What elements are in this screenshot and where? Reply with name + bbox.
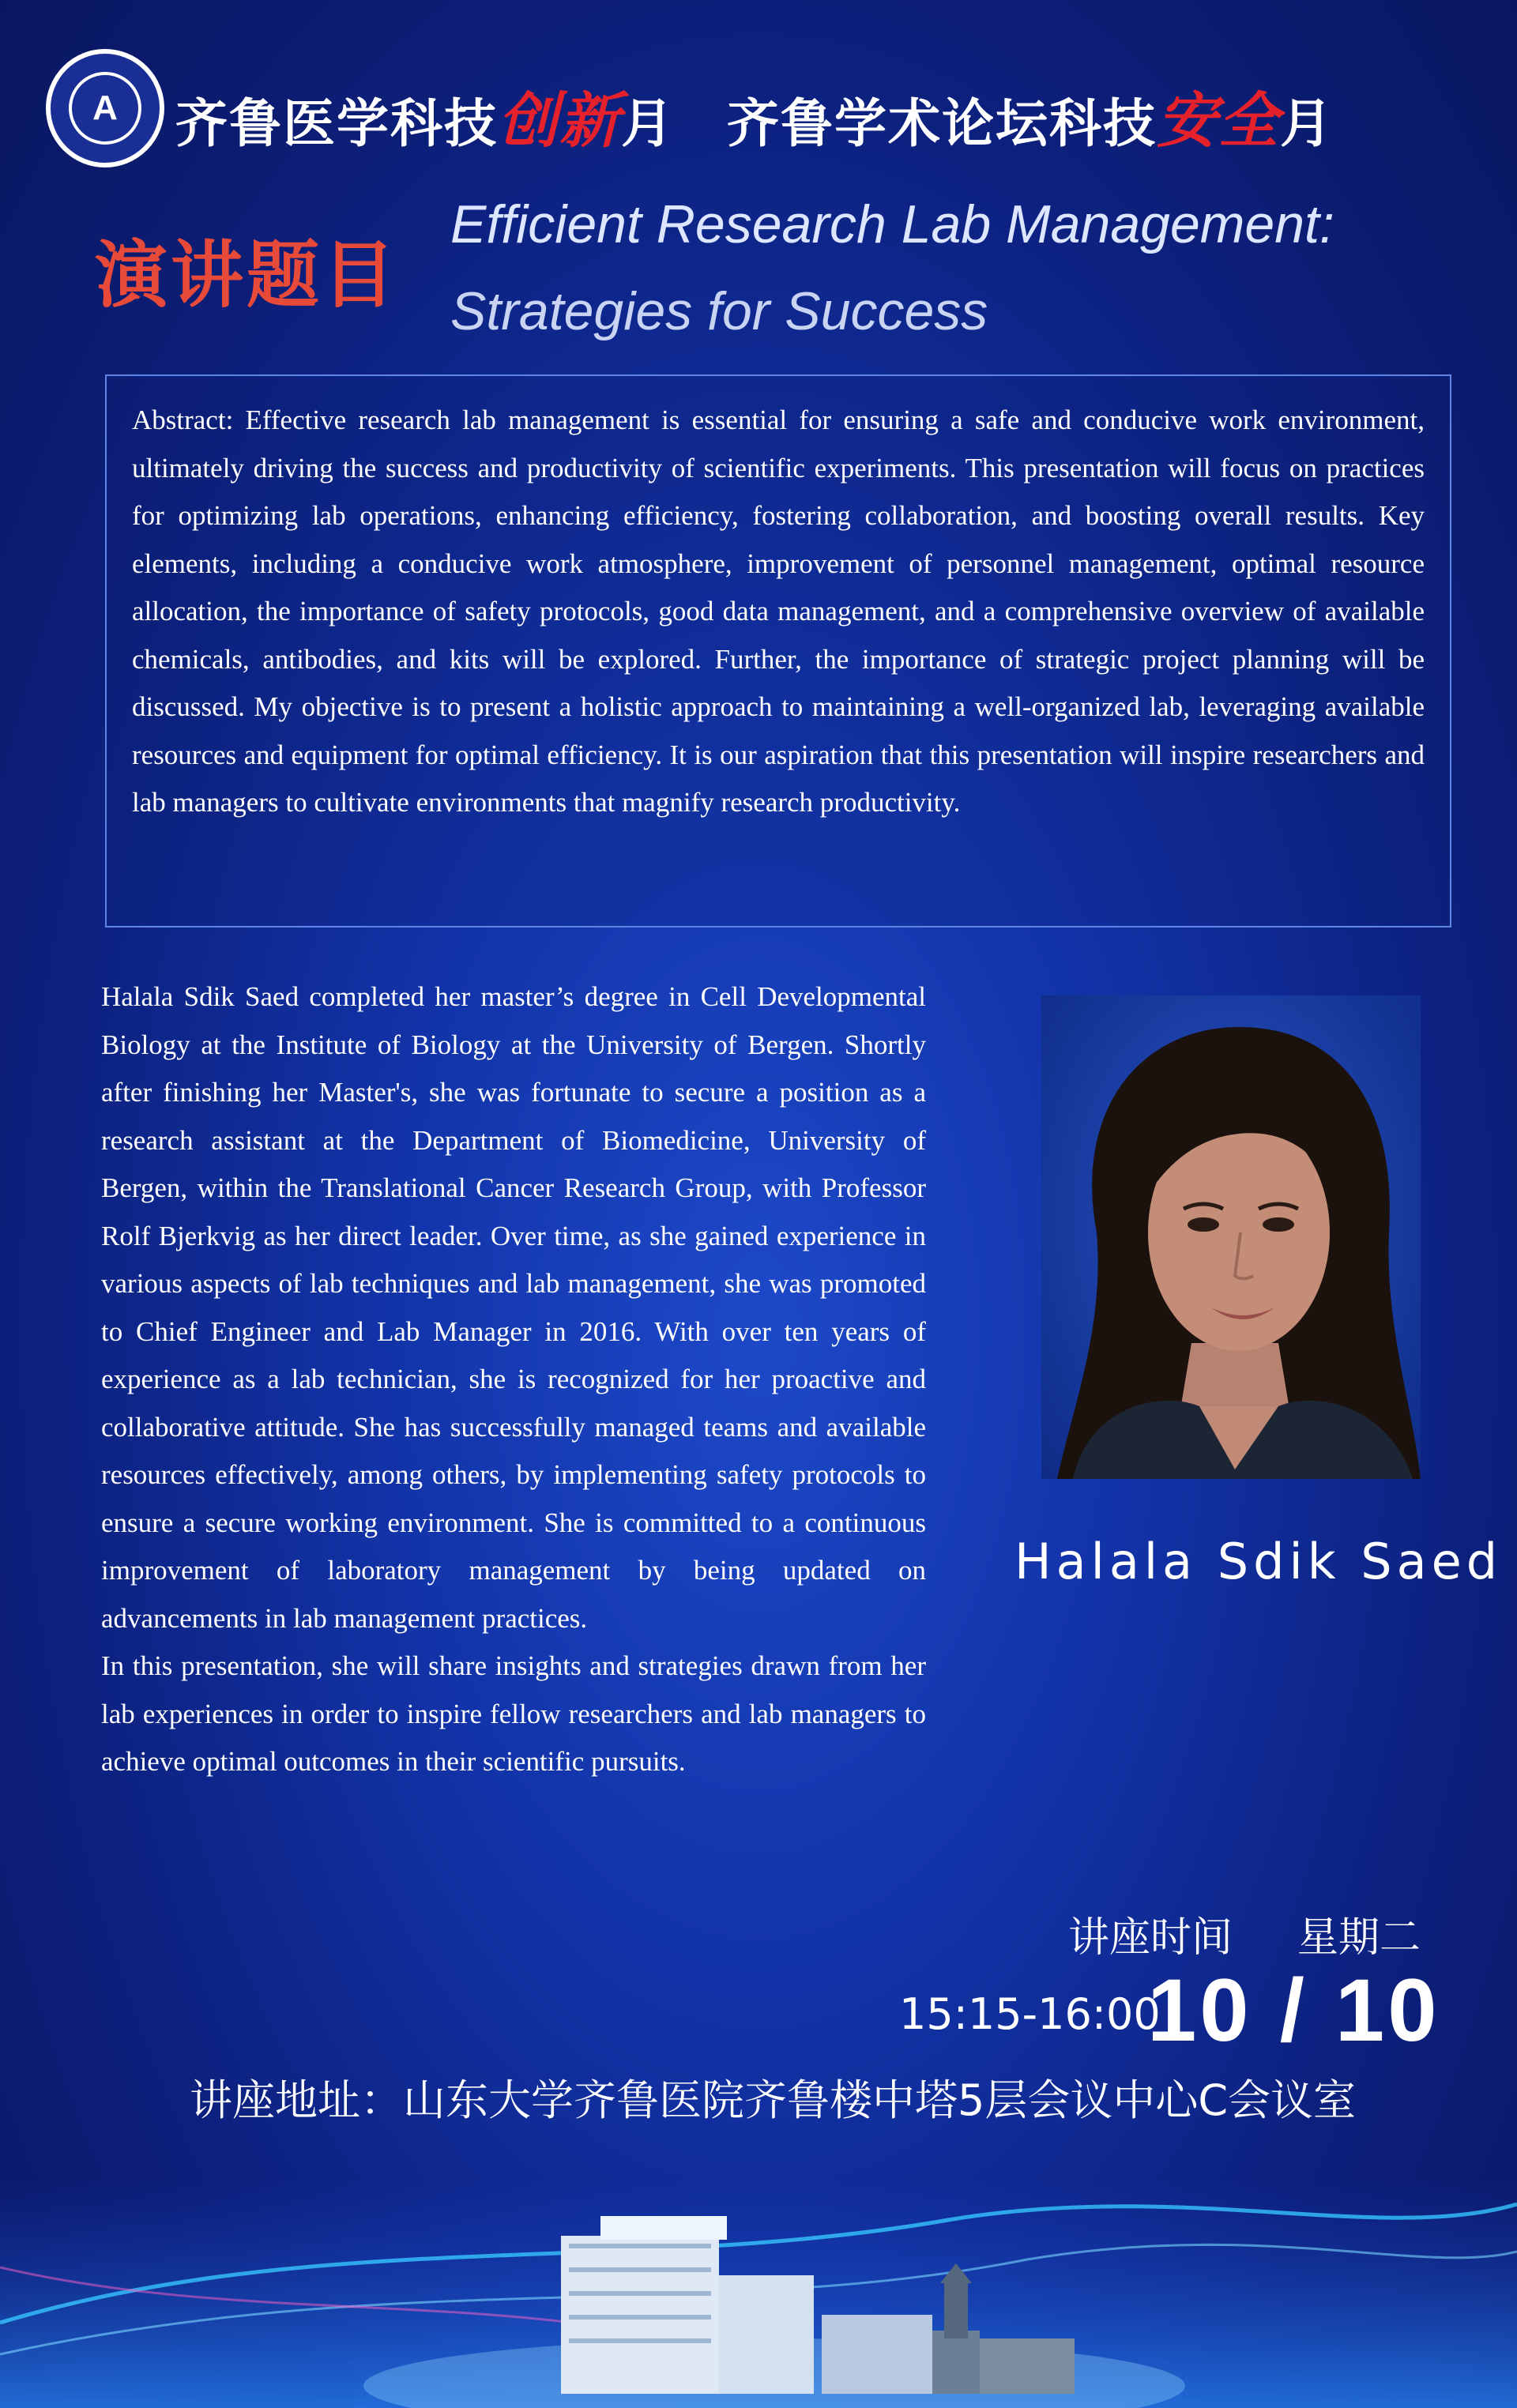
lecture-location: 讲座地址：山东大学齐鲁医院齐鲁楼中塔5层会议中心C会议室 [190, 2075, 1357, 2125]
lecture-time-range: 15:15-16:00 [899, 1989, 1161, 2039]
speaker-name: Halala Sdik Saed [1014, 1533, 1503, 1590]
banner-left-part2: 月 [621, 93, 675, 154]
speaker-portrait-icon [1041, 995, 1421, 1479]
banner-right [727, 73, 1334, 159]
speaker-bio [101, 973, 926, 1786]
university-seal-icon: A [46, 49, 164, 167]
banner-right-highlight: 安全 [1157, 85, 1280, 156]
talk-title-line1: Efficient Research Lab Management: [450, 194, 1334, 254]
banner-left-highlight: 创新 [498, 85, 621, 156]
banner-left-part1: 齐鲁医学科技 [175, 93, 498, 154]
banner-right-part2: 月 [1280, 93, 1334, 154]
lecture-time-label: 讲座时间 [1068, 1914, 1233, 1962]
bio-paragraph-2: In this presentation, she will share insights and strategies drawn from her lab experiences in order to inspire fellow researchers and lab managers to achieve optimal outcomes in their scientific pursuits. [101, 1650, 926, 1777]
lecture-date: 10 / 10 [1147, 1961, 1440, 2060]
abstract-text: Abstract: Effective research lab management is essential for ensuring a safe and conducive work environment, ultimately driving the success and productivity of scientific experiments. This presentation will focus on practices for optimizing lab operations, enhancing efficiency, fostering collaboration, and boosting overall results. Key elements, including a conducive work atmosphere, improvement of personnel management, optimal resource allocation, the importance of safety protocols, good data management, and a comprehensive overview of available chemicals, antibodies, and kits will be explored. Further, the importance of strategic project planning will be discussed. My objective is to present a holistic approach to maintaining a well-organized lab, leveraging available resources and equipment for optimal efficiency. It is our aspiration that this presentation will inspire researchers and lab managers to cultivate environments that magnify research productivity. [132, 404, 1425, 818]
banner-left [175, 73, 675, 159]
banner-right-part1: 齐鲁学术论坛科技 [727, 93, 1157, 154]
bio-paragraph-1: Halala Sdik Saed completed her master’s degree in Cell Developmental Biology at the Institute of Biology at the University of Bergen. Shortly after finishing her Master's, she was fortunate to secure a position as a research assistant at the Department of Biomedicine, University of Bergen, within the Translational Cancer Research Group, with Professor Rolf Bjerkvig as her direct leader. Over time, as she gained experience in various aspects of lab techniques and lab management, she was promoted to Chief Engineer and Lab Manager in 2016. With over ten years of experience as a lab technician, she is recognized for her proactive and collaborative attitude. She has successfully managed teams and available resources effectively, among others, by implementing safety protocols to ensure a secure working environment. She is committed to a continuous improvement of laboratory management by being updated on advancements in lab management practices. [101, 981, 926, 1634]
topic-label: 演讲题目 [95, 233, 399, 318]
lecture-weekday: 星期二 [1297, 1914, 1421, 1962]
abstract-box [105, 374, 1451, 927]
talk-title-line2: Strategies for Success [450, 281, 988, 341]
hospital-skyline-decoration [0, 2086, 1517, 2408]
